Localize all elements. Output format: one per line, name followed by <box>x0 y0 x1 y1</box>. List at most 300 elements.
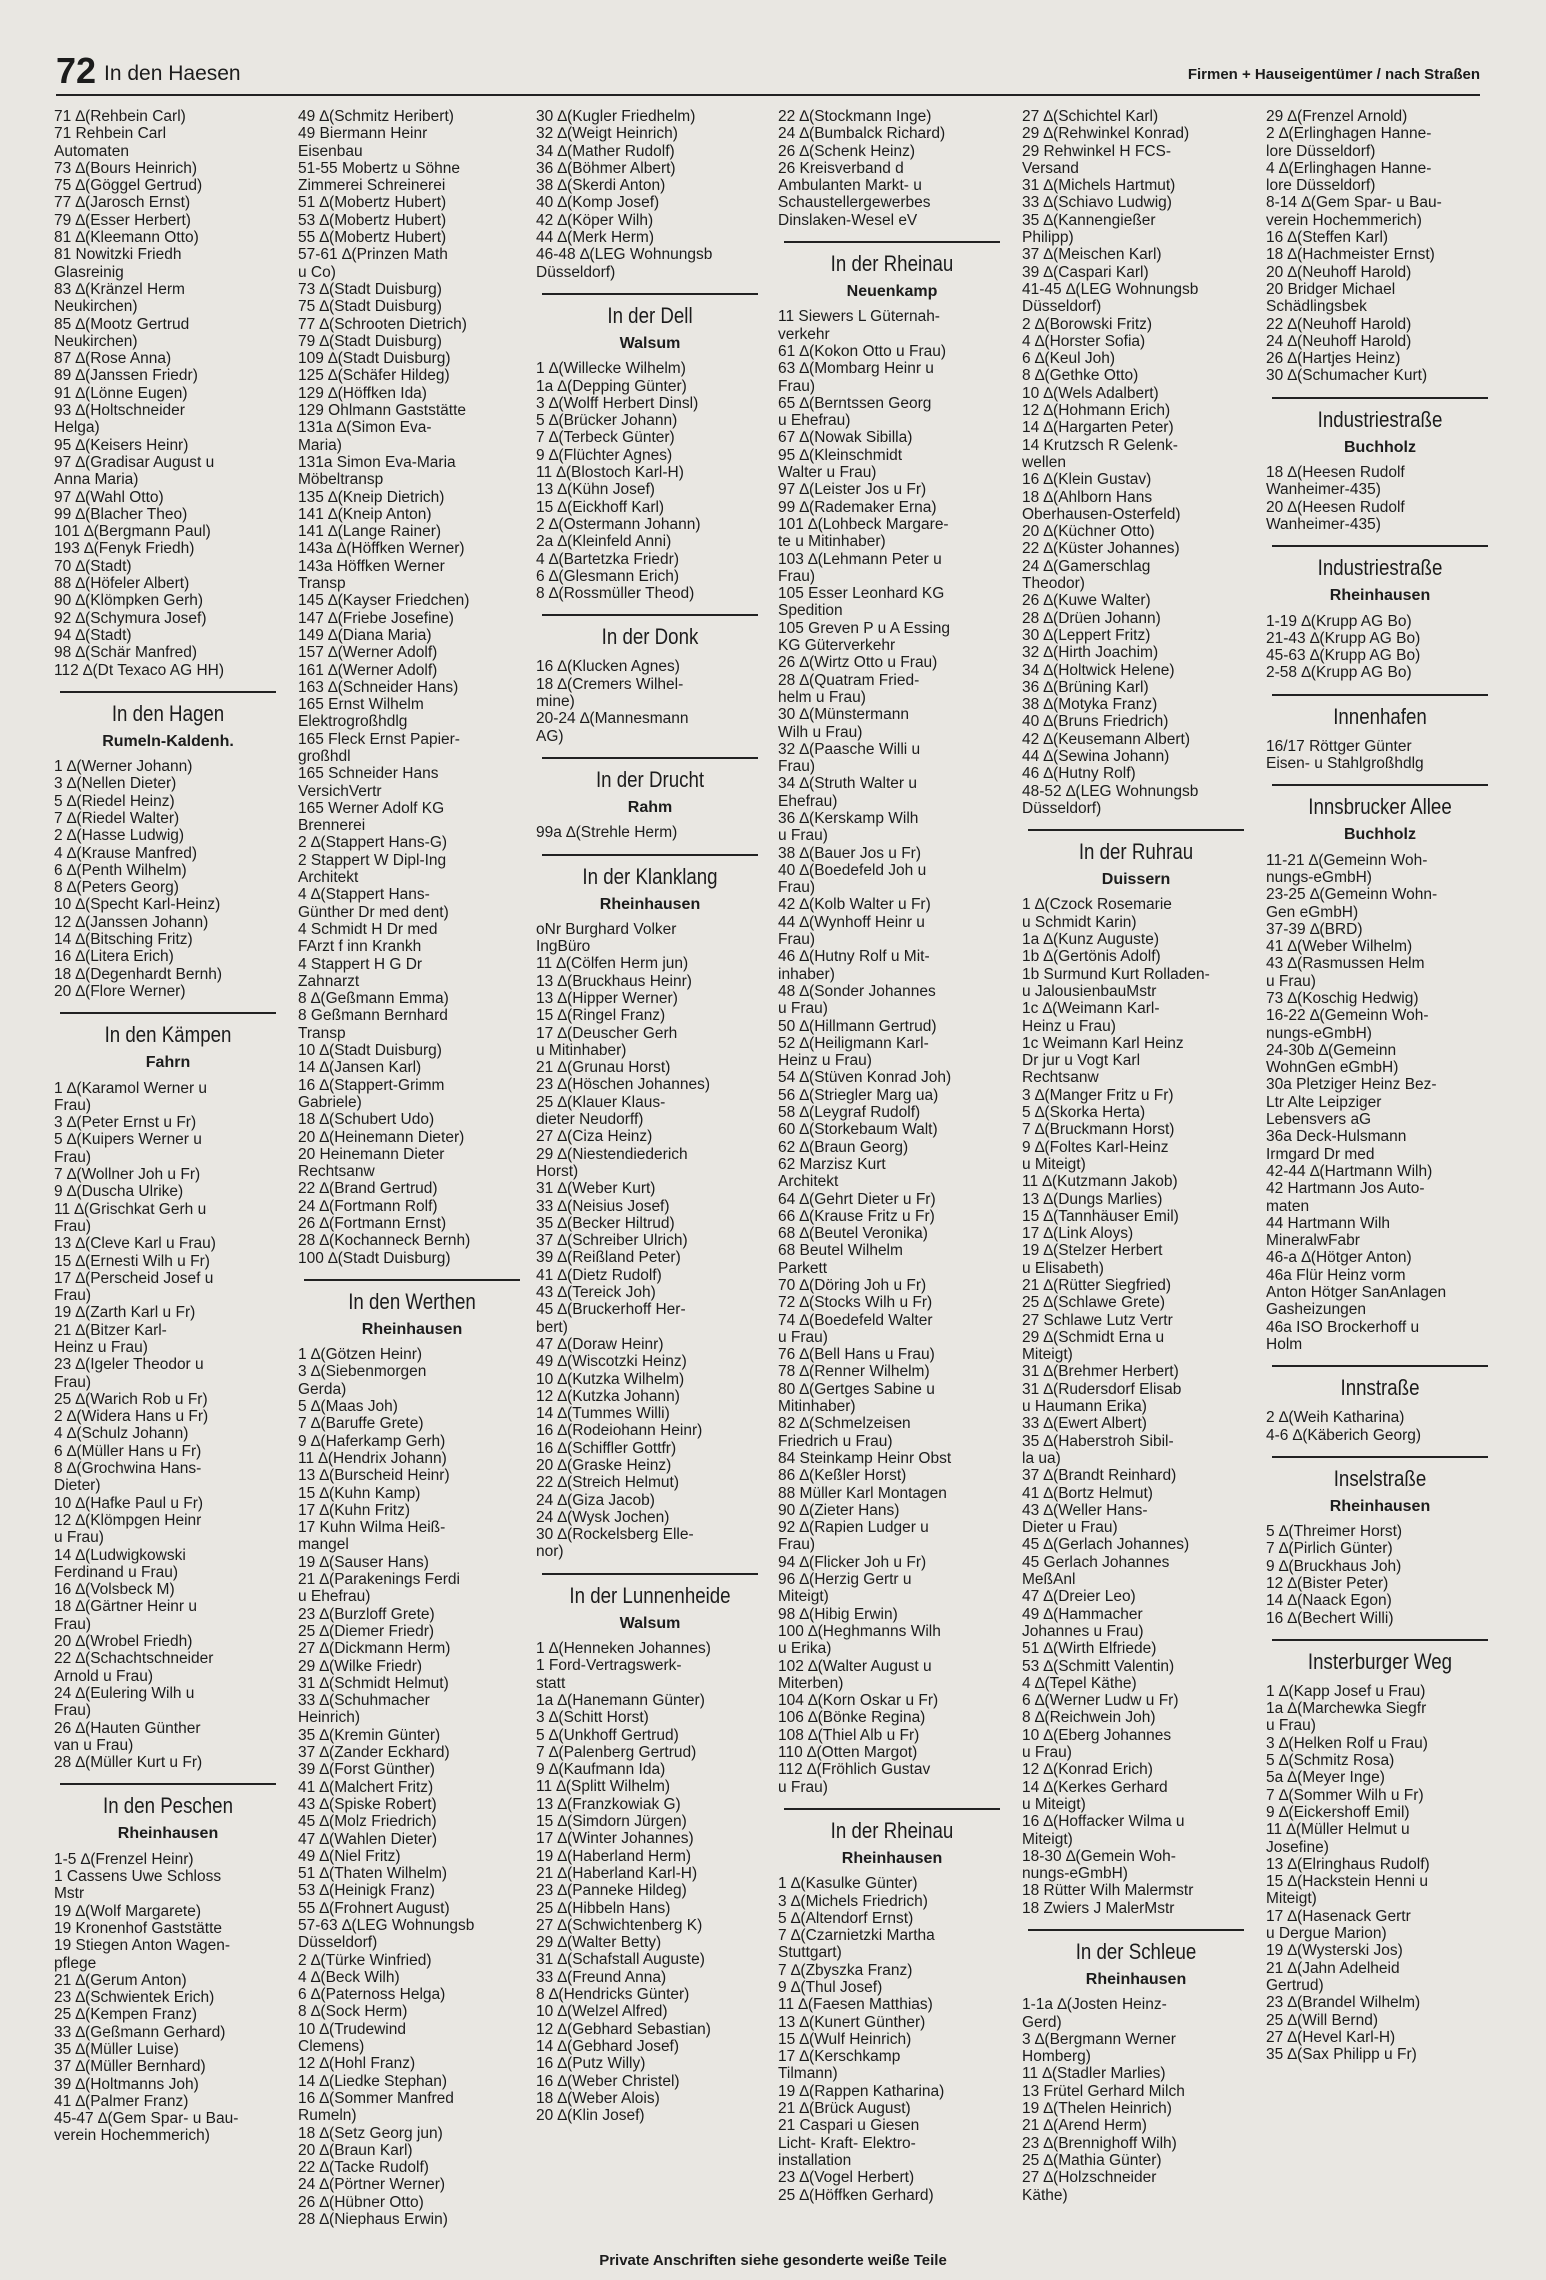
directory-entry: 24 ∆(Giza Jacob) <box>536 1491 655 1509</box>
directory-entry: 20 ∆(Heesen Rudolf <box>1266 498 1405 516</box>
directory-entry: 92 ∆(Schymura Josef) <box>54 609 207 627</box>
directory-entry: MineralwFabr <box>1266 1232 1360 1250</box>
directory-entry: Wanheimer-435) <box>1266 515 1381 533</box>
directory-entry: 29 ∆(Schmidt Erna u <box>1022 1328 1165 1346</box>
directory-entry: 81 ∆(Kleemann Otto) <box>54 229 199 247</box>
directory-entry: 12 ∆(Kutzka Johann) <box>536 1387 680 1405</box>
directory-entry: 103 ∆(Lehmann Peter u <box>778 550 942 568</box>
directory-entry: 99 ∆(Rademaker Erna) <box>778 498 937 516</box>
directory-entry: 93 ∆(Holtschneider <box>54 402 185 420</box>
directory-entry: 24-30b ∆(Gemeinn <box>1266 1041 1397 1059</box>
directory-entry: 31 ∆(Michels Hartmut) <box>1022 177 1176 195</box>
directory-entry: wellen <box>1022 453 1066 471</box>
directory-entry: 9 ∆(Duscha Ulrike) <box>54 1183 184 1201</box>
directory-entry: 2 ∆(Hasse Ludwig) <box>54 827 185 845</box>
directory-entry: 2 Stappert W Dipl-Ing <box>298 851 447 869</box>
directory-entry: 8 ∆(Geßmann Emma) <box>298 990 449 1008</box>
directory-entry: 45 Gerlach Johannes <box>1022 1553 1170 1571</box>
directory-entry: 1 ∆(Kapp Josef u Frau) <box>1266 1682 1426 1700</box>
directory-entry: Neukirchen) <box>54 332 138 350</box>
directory-entry: 25 ∆(Warich Rob u Fr) <box>54 1390 208 1408</box>
directory-entry: Maria) <box>298 436 342 454</box>
directory-entry: 25 ∆(Schlawe Grete) <box>1022 1294 1166 1312</box>
directory-entry: 31 ∆(Weber Kurt) <box>536 1180 656 1198</box>
directory-entry: 135 ∆(Kneip Dietrich) <box>298 488 445 506</box>
directory-entry: Frau) <box>778 931 816 949</box>
directory-entry: 3 ∆(Bergmann Werner <box>1022 2030 1176 2048</box>
directory-entry: 2 ∆(Widera Hans u Fr) <box>54 1408 209 1426</box>
directory-entry: 11 ∆(Cölfen Herm jun) <box>536 955 689 973</box>
directory-entry: 4 Schmidt H Dr med <box>298 920 438 938</box>
directory-entry: Wilh u Frau) <box>778 723 863 741</box>
directory-entry: 44 Hartmann Wilh <box>1266 1214 1391 1232</box>
directory-entry: 28 ∆(Drüen Johann) <box>1022 609 1161 627</box>
district-name: Rheinhausen <box>841 1849 943 1867</box>
directory-entry: 8 Geßmann Bernhard <box>298 1007 448 1025</box>
directory-entry: 44 ∆(Merk Herm) <box>536 229 654 247</box>
street-heading <box>536 1573 764 1632</box>
directory-entry: 19 ∆(Stelzer Herbert <box>1022 1242 1163 1260</box>
directory-entry: 68 ∆(Beutel Veronika) <box>778 1225 928 1243</box>
street-heading <box>536 757 764 816</box>
street-heading <box>778 1808 1006 1867</box>
directory-entry: Oberhausen-Osterfeld) <box>1022 505 1181 523</box>
directory-entry: Frau) <box>54 1702 92 1720</box>
directory-entry: Gerd) <box>1022 2013 1062 2031</box>
street-heading <box>54 1783 282 1842</box>
directory-entry: 30a Pletziger Heinz Bez- <box>1266 1076 1437 1094</box>
directory-entry: 6 ∆(Müller Hans u Fr) <box>54 1442 202 1460</box>
directory-entry: 83 ∆(Kränzel Herm <box>54 280 185 298</box>
directory-entry: 12 ∆(Janssen Johann) <box>54 913 209 931</box>
directory-entry: verein Hochemmerich) <box>1266 211 1422 229</box>
directory-entry: 11 ∆(Faesen Matthias) <box>778 1996 933 2014</box>
directory-entry: 26 ∆(Schenk Heinz) <box>778 142 915 160</box>
directory-entry: 94 ∆(Stadt) <box>54 626 132 644</box>
street-name: In der Ruhrau <box>1078 839 1194 865</box>
column-3 <box>536 108 764 2238</box>
directory-entry: 47 ∆(Wahlen Dieter) <box>298 1830 437 1848</box>
street-heading <box>54 1012 282 1071</box>
directory-entry: Anton Hötger SanAnlagen <box>1266 1284 1447 1302</box>
directory-entry: 17 Kuhn Wilma Heiß- <box>298 1519 446 1537</box>
column-1 <box>54 108 282 2238</box>
directory-entry: 34 ∆(Struth Walter u <box>778 775 917 793</box>
directory-entry: 15 ∆(Simdorn Jürgen) <box>536 1813 687 1831</box>
column-2 <box>298 108 526 2238</box>
directory-entry: lore Düsseldorf) <box>1266 142 1376 160</box>
directory-entry: Frau) <box>778 1536 816 1554</box>
directory-entry: 18 ∆(Cremers Wilhel- <box>536 675 684 693</box>
directory-entry: 7 ∆(Sommer Wilh u Fr) <box>1266 1786 1424 1804</box>
directory-entry: 1-1a ∆(Josten Heinz- <box>1022 1996 1167 2014</box>
directory-entry: 14 ∆(Liedke Stephan) <box>298 2072 448 2090</box>
directory-entry: 12 ∆(Hohmann Erich) <box>1022 402 1171 420</box>
directory-entry: 7 ∆(Zbyszka Franz) <box>778 1961 913 1979</box>
directory-entry: 25 ∆(Kempen Franz) <box>54 2006 198 2024</box>
directory-entry: 13 Frütel Gerhard Milch <box>1022 2082 1185 2100</box>
directory-entry: 33 ∆(Schuhmacher <box>298 1692 430 1710</box>
directory-entry: 13 ∆(Kühn Josef) <box>536 481 655 499</box>
directory-entry: 90 ∆(Zieter Hans) <box>778 1501 900 1519</box>
directory-entry: 1 ∆(Czock Rosemarie <box>1022 896 1172 914</box>
directory-entry: u Haumann Erika) <box>1022 1398 1147 1416</box>
directory-entry: 19 ∆(Thelen Heinrich) <box>1022 2100 1172 2118</box>
directory-entry: 8 ∆(Grochwina Hans- <box>54 1460 202 1478</box>
street-heading <box>54 691 282 750</box>
directory-entry: lore Düsseldorf) <box>1266 177 1376 195</box>
directory-entry: Zimmerei Schreinerei <box>298 177 446 195</box>
directory-entry: 18 ∆(Weber Alois) <box>536 2089 660 2107</box>
directory-entry: u Miteigt) <box>1022 1155 1086 1173</box>
directory-entry: 43 ∆(Tereick Joh) <box>536 1284 656 1302</box>
directory-entry: 30 ∆(Leppert Fritz) <box>1022 626 1151 644</box>
directory-entry: 21-43 ∆(Krupp AG Bo) <box>1266 629 1421 647</box>
directory-entry: Heinz u Frau) <box>1022 1017 1116 1035</box>
directory-entry: 19 ∆(Rappen Katharina) <box>778 2082 945 2100</box>
directory-entry: 18 ∆(Heesen Rudolf <box>1266 464 1405 482</box>
directory-entry: 13 ∆(Cleve Karl u Frau) <box>54 1235 216 1253</box>
directory-entry: 55 ∆(Mobertz Hubert) <box>298 229 447 247</box>
street-name: Innstraße <box>1340 1375 1420 1401</box>
directory-entry: 14 ∆(Gebhard Josef) <box>536 2037 680 2055</box>
directory-entry: 9 ∆(Bruckhaus Joh) <box>1266 1557 1402 1575</box>
directory-entry: u Frau) <box>778 827 828 845</box>
directory-entry: 9 ∆(Flüchter Agnes) <box>536 446 673 464</box>
directory-entry: Friedrich u Frau) <box>778 1432 893 1450</box>
directory-entry: 21 ∆(Jahn Adelheid <box>1266 1959 1400 1977</box>
directory-entry: 8 ∆(Sock Herm) <box>298 2003 408 2021</box>
street-heading <box>1266 397 1494 456</box>
directory-entry: 49 ∆(Hammacher <box>1022 1605 1143 1623</box>
directory-entry: Käthe) <box>1022 2186 1068 2204</box>
directory-entry: 95 ∆(Keisers Heinr) <box>54 436 189 454</box>
district-name: Rheinhausen <box>361 1320 463 1338</box>
directory-entry: 99a ∆(Strehle Herm) <box>536 824 678 842</box>
directory-entry: 19 Stiegen Anton Wagen- <box>54 1937 231 1955</box>
directory-entry: Möbeltransp <box>298 471 384 489</box>
directory-entry: Rechtsanw <box>298 1163 375 1181</box>
directory-entry: 97 ∆(Leister Jos u Fr) <box>778 481 927 499</box>
directory-entry: 22 ∆(Stockmann Inge) <box>778 108 932 125</box>
directory-entry: 16 ∆(Volsbeck M) <box>54 1581 175 1599</box>
directory-entry: 3 ∆(Michels Friedrich) <box>778 1892 928 1910</box>
directory-entry: Dinslaken-Wesel eV <box>778 211 918 229</box>
directory-entry: 35 ∆(Haberstroh Sibil- <box>1022 1432 1174 1450</box>
directory-entry: 26 Kreisverband d <box>778 159 904 177</box>
directory-entry: 63 ∆(Mombarg Heinr u <box>778 360 934 378</box>
street-name: In der Schleue <box>1075 1938 1197 1964</box>
street-heading <box>298 1279 526 1338</box>
directory-entry: 27 ∆(Schwichtenberg K) <box>536 1916 703 1934</box>
directory-entry: 1 ∆(Götzen Heinr) <box>298 1346 423 1364</box>
directory-entry: 46a Flür Heinz vorm <box>1266 1266 1406 1284</box>
directory-entry: 20 ∆(Graske Heinz) <box>536 1457 672 1474</box>
directory-entry: 17 ∆(Perscheid Josef u <box>54 1269 214 1287</box>
page-location: In den Haesen <box>104 62 241 85</box>
directory-entry: 39 ∆(Reißland Peter) <box>536 1249 681 1267</box>
directory-entry: 24 ∆(Gamerschlag <box>1022 557 1151 575</box>
directory-entry: Ambulanten Markt- u <box>778 177 922 195</box>
section-divider <box>60 691 276 693</box>
directory-entry: 14 ∆(Jansen Karl) <box>298 1059 422 1077</box>
directory-entry: 40 ∆(Komp Josef) <box>536 194 660 212</box>
directory-entry: 18 Rütter Wilh Malermstr <box>1022 1882 1194 1900</box>
directory-entry: u Co) <box>298 263 336 281</box>
directory-entry: 43 ∆(Spiske Robert) <box>298 1795 437 1813</box>
directory-entry: 49 Biermann Heinr <box>298 125 428 143</box>
section-divider <box>1272 1639 1488 1641</box>
directory-entry: u Dergue Marion) <box>1266 1925 1387 1943</box>
directory-entry: 70 ∆(Döring Joh u Fr) <box>778 1277 927 1294</box>
directory-entry: 34 ∆(Holtwick Helene) <box>1022 661 1175 679</box>
directory-entry: 12 ∆(Gebhard Sebastian) <box>536 2020 711 2038</box>
district-name: Rheinhausen <box>1085 1970 1187 1988</box>
directory-entry: 109 ∆(Stadt Duisburg) <box>298 350 451 368</box>
directory-entry: 112 ∆(Fröhlich Gustav <box>778 1761 931 1779</box>
directory-entry: 19 ∆(Zarth Karl u Fr) <box>54 1304 196 1322</box>
directory-entry: 149 ∆(Diana Maria) <box>298 626 432 644</box>
directory-entry: 24 ∆(Bumbalck Richard) <box>778 125 946 143</box>
directory-entry: Frau) <box>54 1096 92 1114</box>
directory-entry: 42 ∆(Kolb Walter u Fr) <box>778 896 931 914</box>
directory-entry: 14 ∆(Tummes Willi) <box>536 1405 670 1423</box>
directory-entry: 51 ∆(Wirth Elfriede) <box>1022 1640 1157 1658</box>
directory-entry: 23 ∆(Höschen Johannes) <box>536 1076 711 1094</box>
directory-entry: Günther Dr med dent) <box>298 903 449 921</box>
section-divider <box>1272 1365 1488 1367</box>
directory-entry: 8 ∆(Reichwein Joh) <box>1022 1709 1156 1727</box>
district-name: Rahm <box>627 798 673 816</box>
directory-entry: 23 ∆(Schwientek Erich) <box>54 1989 215 2007</box>
directory-entry: u Elisabeth) <box>1022 1259 1104 1277</box>
directory-entry: 5 ∆(Threimer Horst) <box>1266 1523 1403 1541</box>
directory-entry: 24 ∆(Pörtner Werner) <box>298 2176 446 2194</box>
directory-entry: 80 ∆(Gertges Sabine u <box>778 1380 935 1398</box>
directory-entry: 10 ∆(Stadt Duisburg) <box>298 1042 442 1060</box>
directory-entry: 49 ∆(Schmitz Heribert) <box>298 108 454 125</box>
directory-entry: 35 ∆(Kannengießer <box>1022 211 1156 229</box>
page-footer: Private Anschriften siehe gesonderte weiße Teile <box>599 2252 947 2269</box>
directory-entry: 104 ∆(Korn Oskar u Fr) <box>778 1692 939 1710</box>
street-heading <box>536 614 764 650</box>
directory-entry: 19 ∆(Haberland Herm) <box>536 1847 692 1865</box>
directory-entry: 25 ∆(Mathia Günter) <box>1022 2151 1162 2169</box>
directory-entry: 28 ∆(Quatram Fried- <box>778 671 920 689</box>
street-name: In der Drucht <box>595 766 705 792</box>
directory-entry: 51 ∆(Mobertz Hubert) <box>298 194 447 212</box>
directory-entry: Architekt <box>298 869 359 887</box>
directory-entry: 51-55 Mobertz u Söhne <box>298 159 460 177</box>
directory-entry: 16 ∆(Weber Christel) <box>536 2072 680 2090</box>
directory-entry: 46a ISO Brockerhoff u <box>1266 1318 1420 1336</box>
directory-entry: 29 ∆(Rehwinkel Konrad) <box>1022 125 1190 143</box>
directory-entry: 79 ∆(Esser Herbert) <box>54 211 191 229</box>
directory-entry: u Frau) <box>54 1529 104 1547</box>
directory-entry: 3 ∆(Nellen Dieter) <box>54 775 177 793</box>
directory-entry: 131a ∆(Simon Eva- <box>298 419 432 437</box>
directory-entry: u Frau) <box>1266 972 1316 990</box>
directory-entry: 52 ∆(Heiligmann Karl- <box>778 1034 929 1052</box>
directory-entry: 89 ∆(Janssen Friedr) <box>54 367 198 385</box>
directory-entry: Frau) <box>778 567 816 585</box>
directory-entry: Frau) <box>778 377 816 395</box>
street-heading <box>1266 694 1494 730</box>
directory-entry: 88 ∆(Höfeler Albert) <box>54 575 190 593</box>
street-name: In der Rheinau <box>830 1817 954 1843</box>
directory-entry: 23 ∆(Brennighoff Wilh) <box>1022 2134 1177 2152</box>
directory-entry: 25 ∆(Hibbeln Hans) <box>536 1899 671 1917</box>
section-divider <box>60 1012 276 1014</box>
directory-entry: 28 ∆(Kochanneck Bernh) <box>298 1232 471 1250</box>
directory-entry: Elektrogroßhdlg <box>298 713 408 731</box>
directory-entry: 4 ∆(Schulz Johann) <box>54 1425 189 1443</box>
directory-entry: 73 ∆(Stadt Duisburg) <box>298 280 442 298</box>
district-name: Rumeln-Kaldenh. <box>102 732 234 750</box>
section-divider <box>542 614 758 616</box>
page-number: 72 <box>56 50 97 91</box>
district-name: Rheinhausen <box>1329 587 1431 605</box>
directory-entry: Frau) <box>54 1373 92 1391</box>
directory-entry: 6 ∆(Paternoss Helga) <box>298 1986 446 2004</box>
street-name: Industriestraße <box>1317 555 1443 581</box>
street-heading <box>1266 1639 1494 1675</box>
directory-entry: nungs-eGmbH) <box>1266 868 1372 886</box>
directory-entry: 19 ∆(Wysterski Jos) <box>1266 1942 1403 1960</box>
directory-entry: 94 ∆(Flicker Joh u Fr) <box>778 1553 927 1571</box>
directory-entry: u Miteigt) <box>1022 1795 1086 1813</box>
district-name: Fahrn <box>145 1054 191 1072</box>
directory-entry: 51 ∆(Thaten Wilhelm) <box>298 1865 448 1883</box>
directory-entry: 33 ∆(Geßmann Gerhard) <box>54 2023 226 2041</box>
column-6 <box>1266 108 1494 2238</box>
directory-entry: Gerda) <box>298 1380 347 1398</box>
directory-entry: 11-21 ∆(Gemeinn Woh- <box>1266 851 1428 869</box>
directory-entry: 15 ∆(Eickhoff Karl) <box>536 498 665 516</box>
district-name: Walsum <box>619 334 681 352</box>
directory-entry: 7 ∆(Wollner Joh u Fr) <box>54 1166 201 1184</box>
street-name: Insterburger Weg <box>1307 1648 1453 1674</box>
street-name: In der Rheinau <box>830 251 954 277</box>
directory-entry: 16 ∆(Litera Erich) <box>54 948 174 966</box>
directory-entry: 22 ∆(Brand Gertrud) <box>298 1180 438 1198</box>
directory-entry: Heinrich) <box>298 1709 361 1727</box>
directory-entry: 56 ∆(Striegler Marg ua) <box>778 1086 939 1104</box>
directory-entry: helm u Frau) <box>778 688 866 706</box>
directory-entry: 16 ∆(Hoffacker Wilma u <box>1022 1813 1185 1831</box>
directory-entry: 42-44 ∆(Hartmann Wilh) <box>1266 1162 1433 1180</box>
directory-entry: 70 ∆(Stadt) <box>54 557 132 575</box>
directory-entry: Lebensvers aG <box>1266 1111 1372 1129</box>
directory-entry: nor) <box>536 1543 564 1561</box>
directory-entry: 20 ∆(Braun Karl) <box>298 2141 413 2159</box>
directory-entry: 20 ∆(Flore Werner) <box>54 982 186 1000</box>
directory-entry: 2 ∆(Weih Katharina) <box>1266 1409 1405 1427</box>
directory-entry: 23 ∆(Brandel Wilhelm) <box>1266 1994 1421 2012</box>
directory-entry: 22 ∆(Küster Johannes) <box>1022 540 1180 558</box>
directory-entry: 106 ∆(Bönke Regina) <box>778 1709 926 1727</box>
directory-entry: Mstr <box>54 1885 85 1903</box>
directory-entry: verein Hochemmerich) <box>54 2127 210 2145</box>
directory-entry: 23 ∆(Igeler Theodor u <box>54 1356 204 1374</box>
directory-entry: 60 ∆(Storkebaum Walt) <box>778 1121 938 1139</box>
directory-entry: 1a ∆(Marchewka Siegfr <box>1266 1700 1427 1718</box>
directory-entry: Heinz u Frau) <box>54 1339 148 1356</box>
district-name: Neuenkamp <box>846 283 938 301</box>
directory-entry: 21 ∆(Brück August) <box>778 2100 911 2118</box>
directory-entry: 101 ∆(Lohbeck Margare- <box>778 515 949 533</box>
directory-entry: 5 ∆(Schmitz Rosa) <box>1266 1752 1395 1770</box>
directory-entry: 68 Beutel Wilhelm <box>778 1242 903 1260</box>
directory-entry: Rechtsanw <box>1022 1069 1099 1087</box>
directory-entry: 11 ∆(Grischkat Gerh u <box>54 1200 207 1218</box>
directory-entry: 15 ∆(Hackstein Henni u <box>1266 1873 1428 1891</box>
directory-entry: 16/17 Röttger Günter <box>1266 737 1412 755</box>
directory-entry: 19 Kronenhof Gaststätte <box>54 1919 223 1937</box>
directory-entry: 86 ∆(Keßler Horst) <box>778 1467 907 1485</box>
directory-entry: 2 ∆(Türke Winfried) <box>298 1951 432 1969</box>
directory-entry: 34 ∆(Mather Rudolf) <box>536 142 675 160</box>
section-divider <box>542 757 758 759</box>
directory-entry: 15 ∆(Wulf Heinrich) <box>778 2030 912 2048</box>
directory-entry: 5 ∆(Unkhoff Gertrud) <box>536 1726 679 1744</box>
section-divider <box>1272 1456 1488 1458</box>
district-name: Buchholz <box>1344 826 1416 844</box>
directory-entry: 53 ∆(Heinigk Franz) <box>298 1882 435 1900</box>
directory-entry: 1 Ford-Vertragswerk- <box>536 1657 682 1675</box>
directory-entry: 18 Zwiers J MalerMstr <box>1022 1899 1175 1917</box>
directory-entry: 14 ∆(Ludwigkowski <box>54 1546 186 1564</box>
directory-entry: 18 ∆(Hachmeister Ernst) <box>1266 246 1435 264</box>
directory-entry: 26 ∆(Fortmann Ernst) <box>298 1215 447 1232</box>
directory-entry: 21 ∆(Parakenings Ferdi <box>298 1571 460 1589</box>
directory-entry: 5 ∆(Maas Joh) <box>298 1398 398 1416</box>
directory-entry: 15 ∆(Ernesti Wilh u Fr) <box>54 1252 210 1270</box>
directory-entry: 13 ∆(Hipper Werner) <box>536 989 678 1007</box>
directory-entry: 7 ∆(Riedel Walter) <box>54 809 180 827</box>
section-divider <box>1272 397 1488 399</box>
directory-entry: te u Mitinhaber) <box>778 533 886 551</box>
directory-entry: 27 ∆(Schichtel Karl) <box>1022 108 1159 125</box>
directory-entry: 7 ∆(Palenberg Gertrud) <box>536 1743 697 1761</box>
directory-entry: Horst) <box>536 1162 579 1180</box>
directory-entry: 2-58 ∆(Krupp AG Bo) <box>1266 664 1412 682</box>
directory-entry: 50 ∆(Hillmann Gertrud) <box>778 1017 937 1035</box>
directory-entry: FArzt f inn Krankh <box>298 938 422 956</box>
directory-entry: 38 ∆(Bauer Jos u Fr) <box>778 844 922 862</box>
directory-entry: 27 ∆(Ciza Heinz) <box>536 1128 653 1146</box>
directory-entry: 40 ∆(Boedefeld Joh u <box>778 861 927 879</box>
directory-entry: 49 ∆(Wiscotzki Heinz) <box>536 1353 687 1371</box>
directory-entry: 9 ∆(Thul Josef) <box>778 1978 883 1996</box>
directory-entry: statt <box>536 1674 566 1692</box>
directory-entry: 99 ∆(Blacher Theo) <box>54 505 188 523</box>
directory-entry: 58 ∆(Leygraf Rudolf) <box>778 1104 921 1122</box>
directory-entry: 11 ∆(Kutzmann Jakob) <box>1022 1173 1178 1191</box>
directory-entry: 9 ∆(Haferkamp Gerh) <box>298 1432 446 1450</box>
directory-entry: 100 ∆(Stadt Duisburg) <box>298 1249 451 1267</box>
directory-entry: 7 ∆(Baruffe Grete) <box>298 1415 424 1433</box>
directory-entry: 165 Schneider Hans <box>298 765 439 783</box>
directory-entry: 31 ∆(Brehmer Herbert) <box>1022 1363 1179 1381</box>
directory-entry: 13 ∆(Bruckhaus Heinr) <box>536 972 692 990</box>
directory-entry: 25 ∆(Will Bernd) <box>1266 2011 1378 2029</box>
district-name: Rheinhausen <box>599 895 701 913</box>
directory-entry: Ltr Alte Leipziger <box>1266 1093 1382 1111</box>
directory-entry: 11 ∆(Stadler Marlies) <box>1022 2065 1166 2083</box>
directory-entry: 4 ∆(Krause Manfred) <box>54 844 198 862</box>
directory-entry: 48-52 ∆(LEG Wohnungsb <box>1022 782 1199 800</box>
